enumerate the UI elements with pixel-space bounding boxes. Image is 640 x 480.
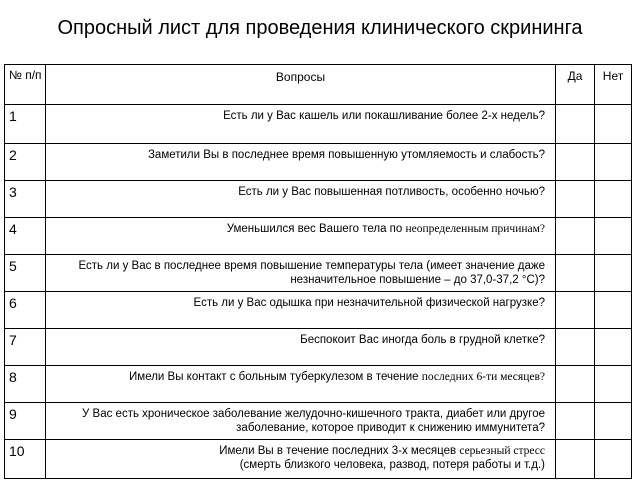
answer-yes-cell[interactable] — [556, 329, 595, 366]
answer-no-cell[interactable] — [595, 440, 632, 479]
answer-yes-cell[interactable] — [556, 255, 595, 292]
row-number: 5 — [5, 255, 46, 292]
table-row — [5, 440, 632, 479]
table-header-row — [5, 65, 632, 105]
row-number: 3 — [5, 181, 46, 218]
question-text — [46, 144, 556, 181]
question-main: Есть ли у Вас в последнее время повышение температуры тела (имеет значение даже незначительное повышение – до 37,0-37,2 °С)? — [78, 260, 545, 286]
answer-yes-cell[interactable] — [556, 181, 595, 218]
question-main: Есть ли у Вас кашель или покашливание более 2-х недель? — [223, 110, 545, 122]
table-row — [5, 181, 632, 218]
question-main: У Вас есть хроническое заболевание желудочно-кишечного тракта, диабет или другое заболевание, которое приводит к снижению иммунитета? — [82, 408, 545, 434]
header-yes: Да — [556, 65, 595, 105]
question-tail: неопределенным причинам? — [405, 223, 545, 235]
answer-no-cell[interactable] — [595, 218, 632, 255]
table-row — [5, 292, 632, 329]
question-tail: серьезный стресс — [459, 445, 545, 457]
row-number: 6 — [5, 292, 46, 329]
answer-yes-cell[interactable] — [556, 292, 595, 329]
row-number: 1 — [5, 105, 46, 144]
question-text — [46, 255, 556, 292]
question-text — [46, 218, 556, 255]
question-text — [46, 181, 556, 218]
question-text — [46, 292, 556, 329]
question-main: Беспокоит Вас иногда боль в грудной клетке? — [300, 334, 545, 346]
header-questions: Вопросы — [46, 65, 556, 105]
question-main: Уменьшился вес Вашего тела по — [226, 223, 406, 235]
answer-no-cell[interactable] — [595, 144, 632, 181]
header-number: № п/п — [5, 65, 46, 105]
answer-no-cell[interactable] — [595, 329, 632, 366]
answer-no-cell[interactable] — [595, 255, 632, 292]
answer-yes-cell[interactable] — [556, 403, 595, 440]
row-number: 10 — [5, 440, 46, 479]
question-line2: (смерть близкого человека, развод, потеря работы и т.д.) — [239, 459, 545, 471]
answer-no-cell[interactable] — [595, 403, 632, 440]
answer-no-cell[interactable] — [595, 292, 632, 329]
answer-no-cell[interactable] — [595, 105, 632, 144]
table-row — [5, 218, 632, 255]
question-text — [46, 105, 556, 144]
table-row — [5, 366, 632, 403]
question-text — [46, 366, 556, 403]
question-main: Есть ли у Вас повышенная потливость, особенно ночью? — [238, 186, 545, 198]
row-number: 9 — [5, 403, 46, 440]
table-row — [5, 329, 632, 366]
question-main: Заметили Вы в последнее время повышенную утомляемость и слабость? — [147, 149, 545, 161]
row-number: 7 — [5, 329, 46, 366]
table-row — [5, 255, 632, 292]
answer-yes-cell[interactable] — [556, 105, 595, 144]
table-row — [5, 144, 632, 181]
answer-no-cell[interactable] — [595, 366, 632, 403]
page-title: Опросный лист для проведения клинического скрининга — [57, 17, 583, 39]
row-number: 2 — [5, 144, 46, 181]
answer-yes-cell[interactable] — [556, 366, 595, 403]
header-no: Нет — [595, 65, 632, 105]
answer-no-cell[interactable] — [595, 181, 632, 218]
question-main: Имели Вы в течение последних 3-х месяцев — [219, 445, 460, 457]
question-text — [46, 440, 556, 479]
answer-yes-cell[interactable] — [556, 218, 595, 255]
row-number: 8 — [5, 366, 46, 403]
question-tail: последних 6-ти месяцев? — [421, 371, 545, 383]
screening-table — [4, 64, 632, 479]
answer-yes-cell[interactable] — [556, 144, 595, 181]
question-text — [46, 403, 556, 440]
table-row — [5, 105, 632, 144]
question-main: Имели Вы контакт с больным туберкулезом в течение — [129, 371, 422, 383]
question-main: Есть ли у Вас одышка при незначительной физической нагрузке? — [193, 297, 545, 309]
row-number: 4 — [5, 218, 46, 255]
table-row — [5, 403, 632, 440]
answer-yes-cell[interactable] — [556, 440, 595, 479]
question-text — [46, 329, 556, 366]
